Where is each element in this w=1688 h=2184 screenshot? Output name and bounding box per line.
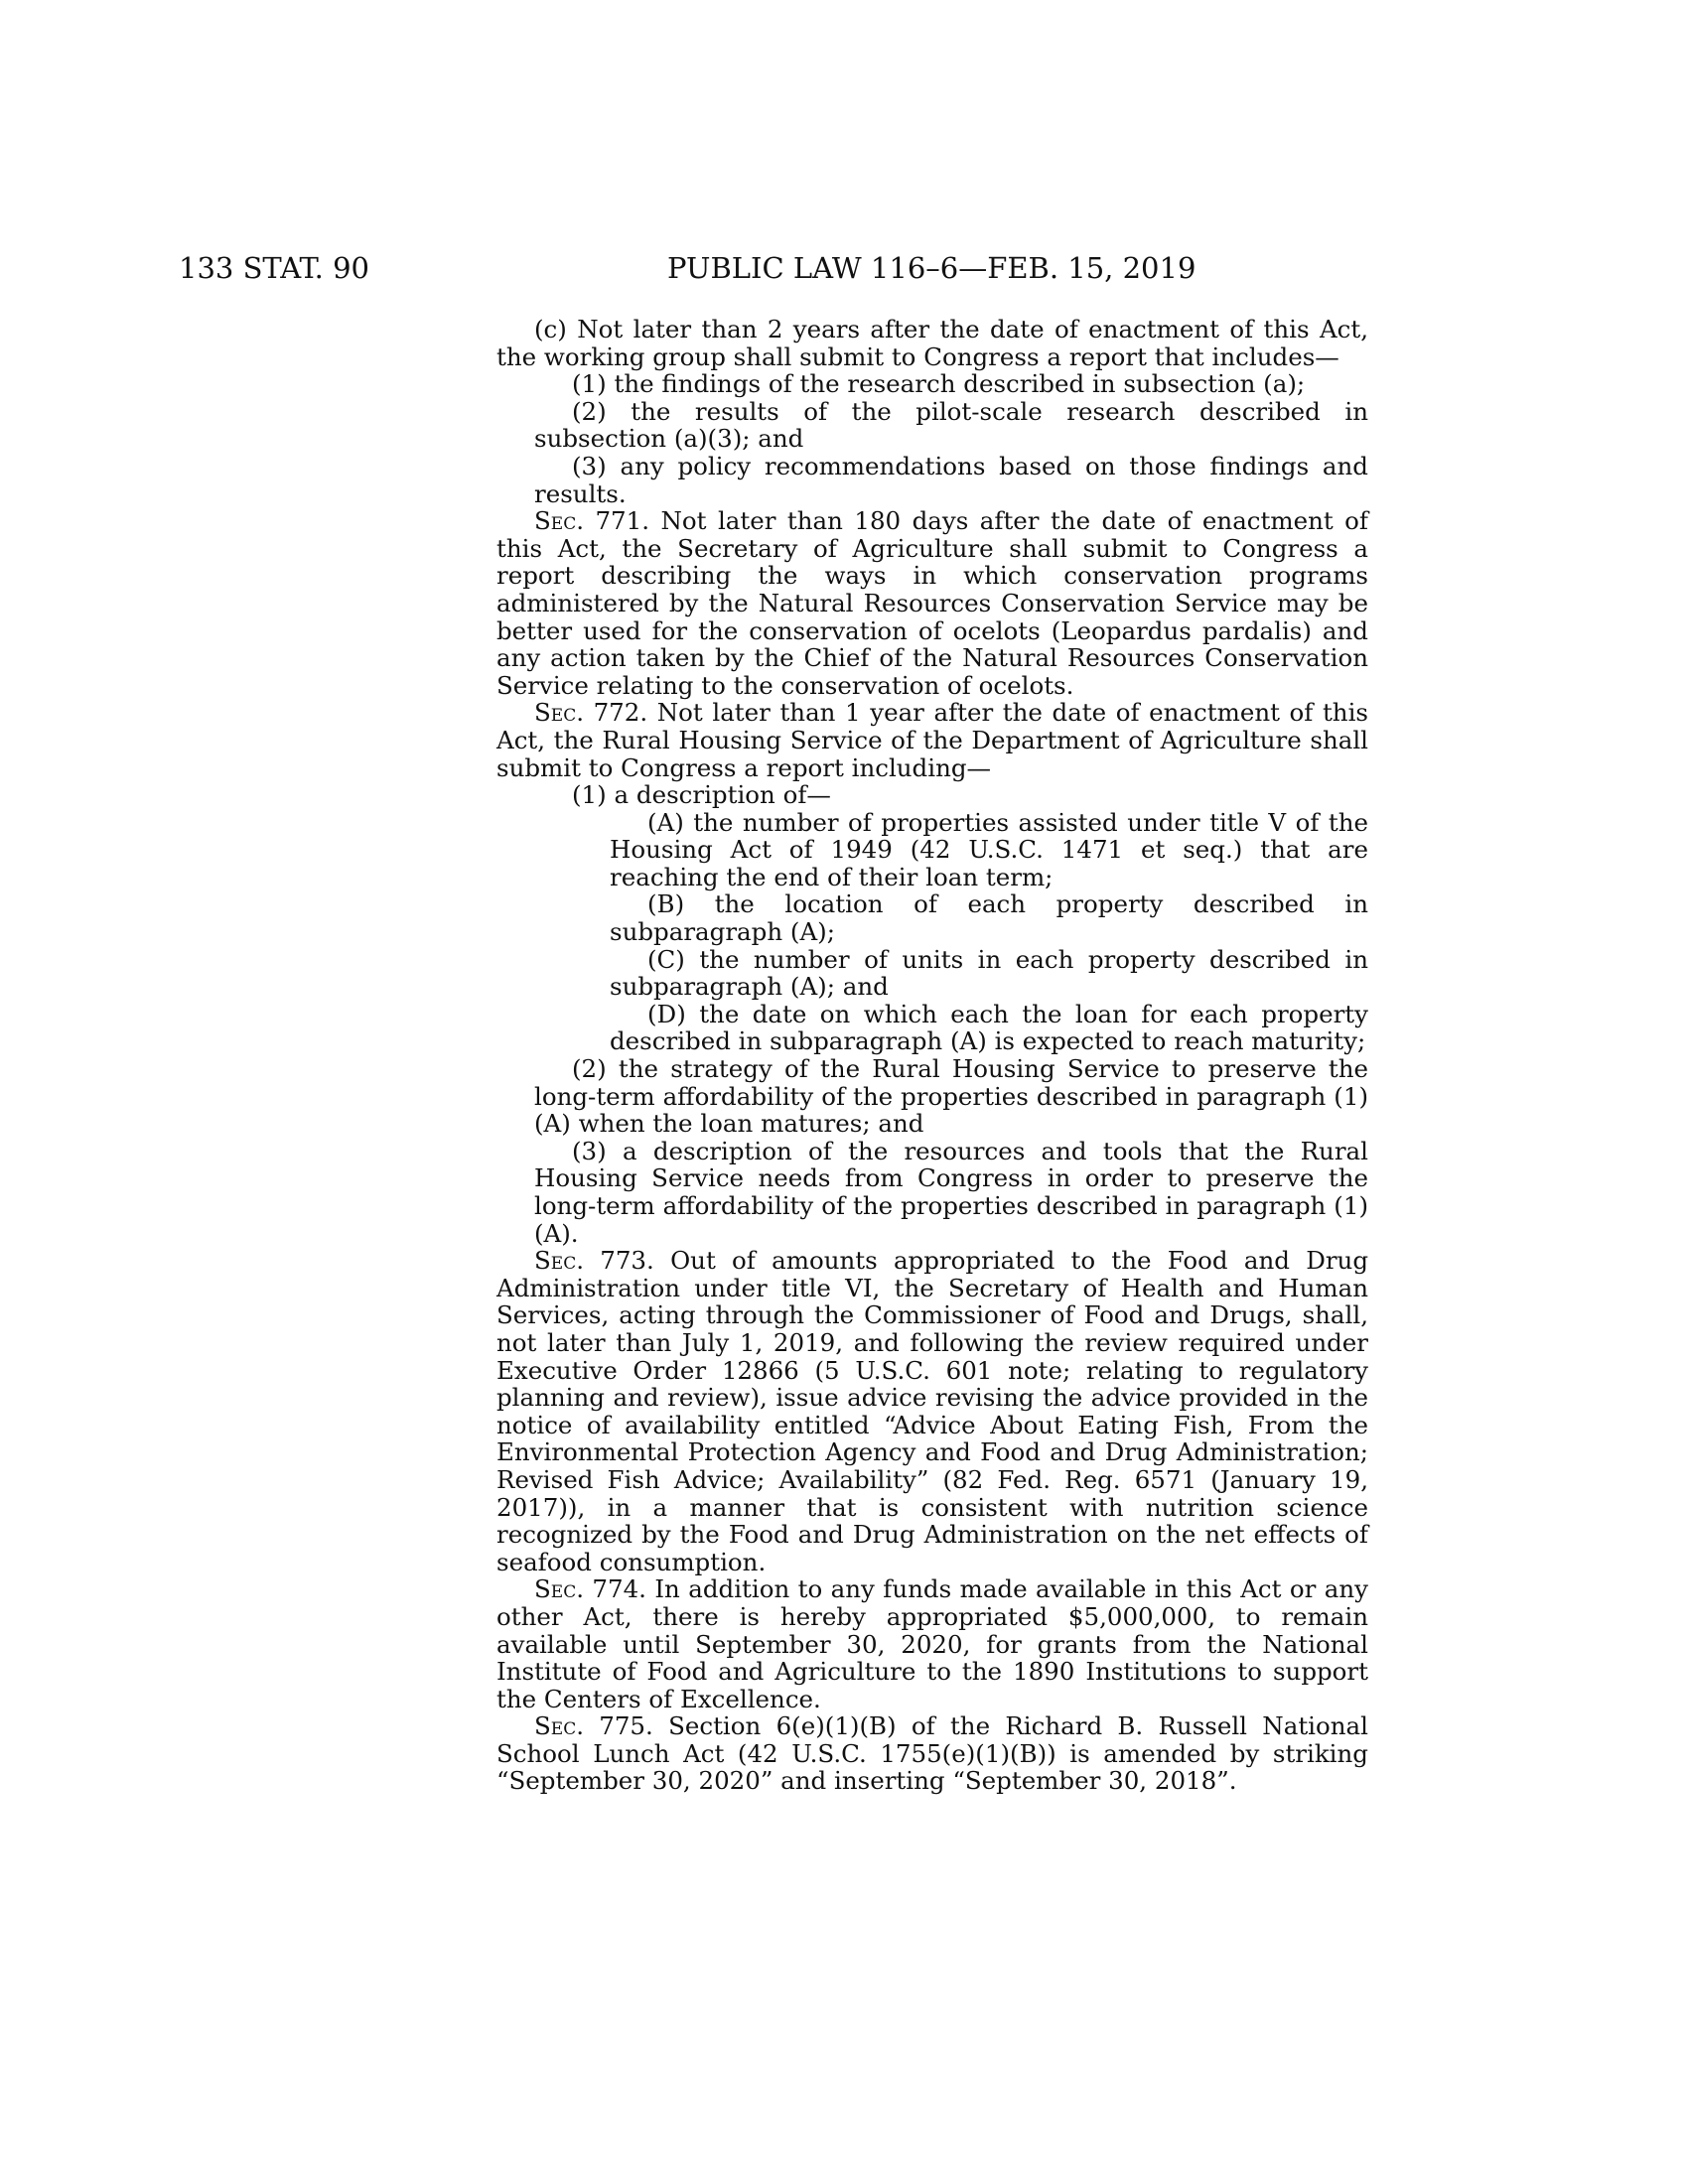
section-772-para-1A: (A) the number of properties assisted under title V of the Housing Act of 1949 (42 U.S.C. 1471 et seq.) that are reaching the end of their loan term; bbox=[610, 807, 1368, 891]
section-775-label: Sec. 775. bbox=[534, 1711, 653, 1741]
subsection-c-1: (1) the findings of the research described in subsection (a); bbox=[572, 369, 1306, 399]
document-body bbox=[496, 316, 1368, 1795]
section-775 bbox=[496, 1712, 1368, 1795]
section-772-para-1: (1) a description of— bbox=[572, 780, 831, 810]
section-773-text: Out of amounts appropriated to the Food and Drug Administration under title VI, the Secretary of Health and Human Services, acting through the Commissioner of Food and Drugs, shall, not later than July 1, 2019, and following the review required under Executive Order 12866 (5 U.S.C. 601 note; relating to regulatory planning and review), issue advice revising the advice provided in the notice of availability entitled “Advice About Eating Fish, From the Environmental Protection Agency and Food and Drug Administration; Revised Fish Advice; Availability” (82 Fed. Reg. 6571 (January 19, 2017)), in a manner that is consistent with nutrition science recognized by the Food and Drug Administration on the net effects of seafood consumption. bbox=[496, 1246, 1369, 1576]
section-772-para-1D: (D) the date on which each the loan for each property described in subparagraph (A) is expected to reach maturity; bbox=[610, 999, 1368, 1056]
section-772-para-3: (3) a description of the resources and tools that the Rural Housing Service needs from Congress in order to preserve the long-term affordability of the properties described in paragraph (1) (A). bbox=[534, 1136, 1368, 1248]
section-775-text: Section 6(e)(1)(B) of the Richard B. Russell National School Lunch Act (42 U.S.C. 1755(e)(1)(B)) is amended by striking “September 30, 2020” and inserting “September 30, 2018”. bbox=[496, 1711, 1368, 1796]
section-772-text: Not later than 1 year after the date of enactment of this Act, the Rural Housing Service of the Department of Agriculture shall submit to Congress a report including— bbox=[496, 698, 1368, 782]
running-head bbox=[0, 248, 1688, 288]
section-771-text: Not later than 180 days after the date of enactment of this Act, the Secretary of Agriculture shall submit to Congress a report describing the ways in which conservation programs administered by the Natural Resources Conservation Service may be better used for the conservation of ocelots (Leopardus pardalis) and any action taken by the Chief of the Natural Resources Conservation Service relating to the conservation of ocelots. bbox=[496, 506, 1368, 700]
section-774-label: Sec. 774. bbox=[534, 1574, 646, 1604]
section-772-label: Sec. 772. bbox=[534, 698, 648, 728]
section-771-label: Sec. 771. bbox=[534, 506, 649, 536]
law-title: PUBLIC LAW 116–6—FEB. 15, 2019 bbox=[667, 251, 1196, 285]
subsection-c-intro: (c) Not later than 2 years after the date of enactment of this Act, the working group shall submit to Congress a report that includes— bbox=[496, 315, 1368, 371]
section-773-label: Sec. 773. bbox=[534, 1246, 654, 1276]
section-772-para-1C: (C) the number of units in each property described in subparagraph (A); and bbox=[610, 944, 1368, 1002]
section-773 bbox=[496, 1247, 1368, 1575]
stat-page-number: 133 STAT. 90 bbox=[179, 251, 369, 285]
section-772 bbox=[496, 699, 1368, 781]
section-772-para-1B: (B) the location of each property described in subparagraph (A); bbox=[610, 889, 1368, 947]
section-774 bbox=[496, 1575, 1368, 1712]
subsection-c-2: (2) the results of the pilot-scale research described in subsection (a)(3); and bbox=[534, 396, 1368, 454]
section-772-para-2: (2) the strategy of the Rural Housing Service to preserve the long-term affordability of the properties described in paragraph (1)(A) when the loan matures; and bbox=[534, 1054, 1368, 1139]
subsection-c-3: (3) any policy recommendations based on those findings and results. bbox=[534, 451, 1368, 508]
section-771 bbox=[496, 507, 1368, 699]
section-774-text: In addition to any funds made available in this Act or any other Act, there is hereby appropriated $5,000,000, to remain available until September 30, 2020, for grants from the National Institute of Food and Agriculture to the 1890 Institutions to support the Centers of Excellence. bbox=[496, 1574, 1368, 1713]
